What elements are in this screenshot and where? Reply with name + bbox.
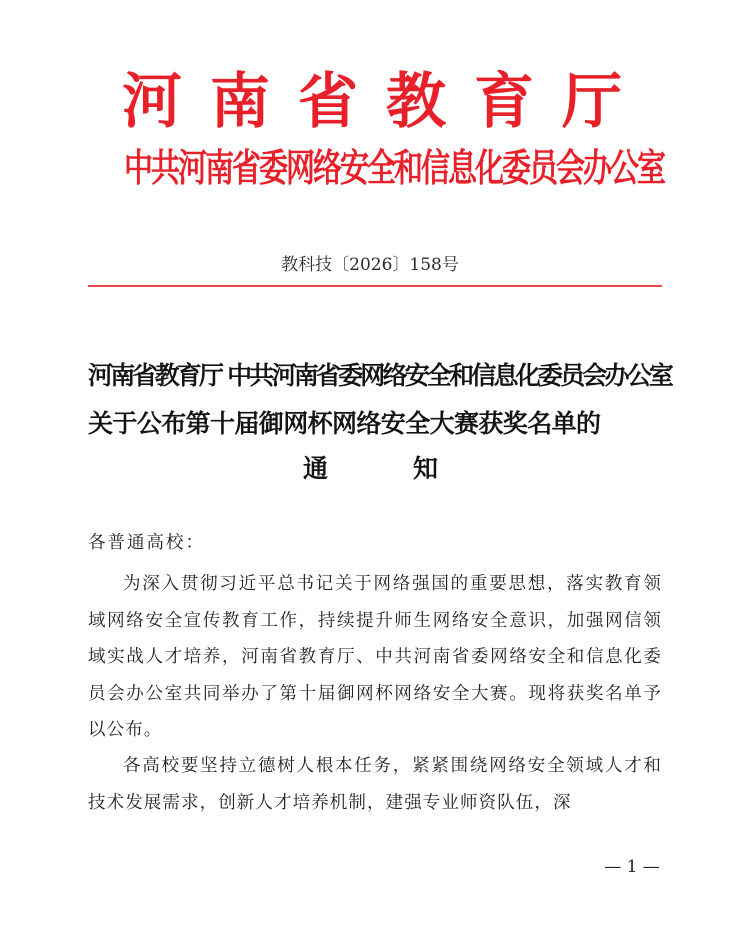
salutation: 各普通高校： [88, 533, 205, 553]
title-line-2: 关于公布第十届御网杯网络安全大赛获奖名单的 [88, 409, 601, 438]
title-line-1: 河南省教育厅 中共河南省委网络安全和信息化委员会办公室 [88, 361, 672, 390]
body-paragraph-1: 为深入贯彻习近平总书记关于网络强国的重要思想，落实教育领域网络安全宣传教育工作，持续提升师生网络安全意识，加强网信领域实战人才培养，河南省教育厅、中共河南省委网络安全和信息化委员会办公室共同举办了第十届御网杯网络安全大赛。现将获奖名单予以公布。 [88, 574, 662, 740]
page-number: — 1 — [604, 857, 660, 877]
title-line-3: 通知 [303, 454, 438, 483]
letterhead-issuer-1: 河南省教育厅 [122, 67, 622, 137]
red-divider-line [88, 285, 662, 287]
letterhead-issuer-2: 中共河南省委网络安全和信息化委员会办公室 [124, 145, 665, 191]
document-number: 教科技〔2026〕158号 [281, 255, 459, 275]
body-paragraph-2: 各高校要坚持立德树人根本任务，紧紧围绕网络安全领域人才和技术发展需求，创新人才培养机制，建强专业师资队伍，深 [88, 756, 662, 813]
